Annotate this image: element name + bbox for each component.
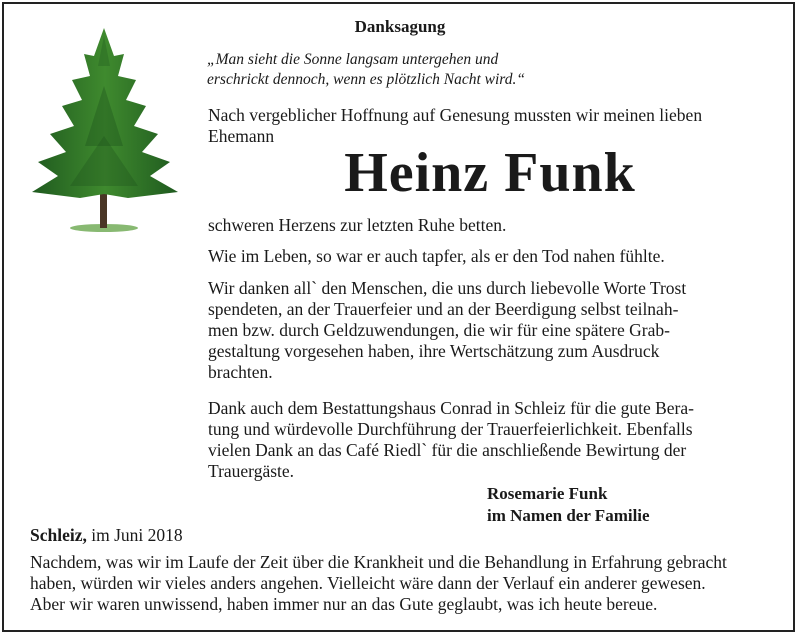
thanks-line: Wir danken all` den Menschen, die uns durch liebevolle Worte Trost (208, 278, 687, 298)
memorial-quote (207, 50, 525, 90)
funeral-home-line: tung und würdevolle Durchführung der Trauerfeierlichkeit. Ebenfalls (208, 419, 693, 439)
deceased-name: Heinz Funk (344, 142, 636, 204)
signature-name: Rosemarie Funk (487, 484, 608, 503)
place: Schleiz, (30, 525, 87, 545)
quote-line: „Man sieht die Sonne langsam untergehen und (207, 51, 499, 68)
thanks-paragraph (208, 278, 770, 383)
thanks-line: brachten. (208, 362, 273, 382)
footer-line: Nachdem, was wir im Laufe der Zeit über die Krankheit und die Behandlung in Erfahrung gebracht (30, 552, 727, 572)
intro-line: Nach vergeblicher Hoffnung auf Genesung mussten wir meinen lieben (208, 105, 703, 125)
funeral-home-paragraph (208, 398, 770, 482)
footer-line: Aber wir waren unwissend, haben immer nur an das Gute geglaubt, was ich heute bereue. (30, 594, 658, 614)
funeral-home-line: Dank auch dem Bestattungshaus Conrad in Schleiz für die gute Bera- (208, 398, 694, 418)
date: im Juni 2018 (91, 525, 183, 545)
intro-line: Ehemann (208, 126, 275, 146)
thanks-line: spendeten, an der Trauerfeier und an der Beerdigung selbst teilnah- (208, 299, 679, 319)
thanks-line: gestaltung vorgesehen haben, ihre Wertschätzung zum Ausdruck (208, 341, 660, 361)
place-date (30, 525, 183, 546)
footer-paragraph (30, 552, 775, 615)
thanks-line: men bzw. durch Geldzuwendungen, die wir für eine spätere Grab- (208, 320, 670, 340)
after-name-text: schweren Herzens zur letzten Ruhe betten. (208, 215, 507, 235)
life-paragraph: Wie im Leben, so war er auch tapfer, als er den Tod nahen fühlte. (208, 246, 665, 266)
funeral-home-line: vielen Dank an das Café Riedl` für die anschließende Bewirtung der (208, 440, 687, 460)
signature-family: im Namen der Familie (487, 506, 650, 525)
funeral-home-line: Trauergäste. (208, 461, 295, 481)
notice-title: Danksagung (354, 17, 446, 36)
signature-block (487, 483, 650, 527)
footer-line: haben, würden wir vieles anders angehen. Vielleicht wäre dann der Verlauf ein anderer gewesen. (30, 573, 706, 593)
quote-line: erschrickt dennoch, wenn es plötzlich Nacht wird.“ (207, 71, 525, 88)
